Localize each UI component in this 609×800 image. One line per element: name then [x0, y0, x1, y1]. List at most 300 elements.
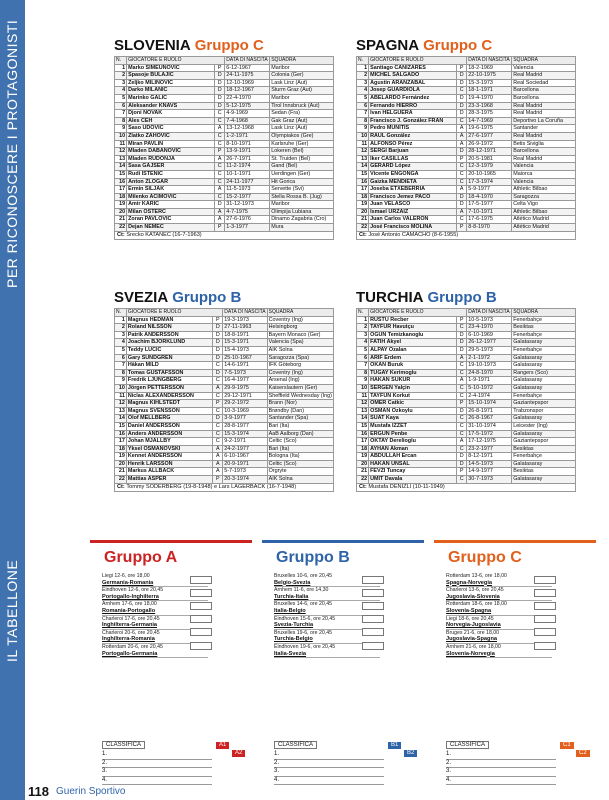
cell: 27-6-1976 — [225, 216, 270, 224]
match-teams: Slovenia-Norvegia — [446, 651, 552, 659]
cell: Galatasaray — [512, 460, 576, 468]
cell: Betis Siviglia — [512, 140, 576, 148]
cell: Sturm Graz (Aut) — [270, 87, 334, 95]
match-date: Eindhoven 12-6, ore 20,45 — [102, 587, 164, 594]
team-title — [356, 290, 576, 306]
cell: 19 — [115, 453, 127, 461]
cell: Mladen RUDONJA — [127, 155, 215, 163]
cell: P — [213, 400, 223, 408]
match-teams: Svezia-Turchia — [274, 622, 380, 630]
cell: 12 — [115, 148, 127, 156]
cell: 10 — [357, 384, 369, 392]
cell: 5 — [357, 94, 369, 102]
cell: C — [457, 415, 467, 423]
cell: 10-1-1971 — [225, 170, 270, 178]
cell: D — [457, 110, 467, 118]
cell: 13 — [115, 155, 127, 163]
cell: ARIF Erdem — [369, 354, 457, 362]
cell: 4-7-1975 — [225, 208, 270, 216]
cell: 8 — [357, 117, 369, 125]
cell: 12-10-1969 — [225, 79, 270, 87]
cell: C — [457, 392, 467, 400]
table-row — [115, 64, 334, 72]
cell: A — [213, 445, 223, 453]
cell: 8 — [115, 369, 127, 377]
table-row — [115, 422, 334, 430]
table-row — [357, 339, 576, 347]
table-row — [115, 224, 334, 232]
match-teams: Portogallo-Inghilterra — [102, 594, 208, 602]
table-row — [115, 94, 334, 102]
table-row — [115, 186, 334, 194]
fixture-group — [262, 540, 424, 788]
cell: D — [457, 148, 467, 156]
cell: 1 — [357, 316, 369, 324]
table-row — [357, 346, 576, 354]
cell: Maribor — [270, 201, 334, 209]
cell: 22 — [115, 224, 127, 232]
cell: Galatasaray — [512, 415, 576, 423]
cell: 4 — [115, 339, 127, 347]
table-row — [357, 102, 576, 110]
cell: Celta Vigo — [512, 201, 576, 209]
roster-header — [357, 57, 576, 65]
roster-header — [357, 309, 576, 317]
cell: 2-4-1974 — [467, 392, 512, 400]
cell: Galatasaray — [512, 476, 576, 484]
cell: Mura — [270, 224, 334, 232]
cell: 19-6-1975 — [467, 125, 512, 133]
cell: Sedan (Fra) — [270, 110, 334, 118]
cell: Orgryte — [267, 468, 333, 476]
cell: ALFONSO Pérez — [369, 140, 457, 148]
match-teams: Italia-Svezia — [274, 651, 380, 659]
standings-row: 2. — [102, 760, 212, 769]
cell: C — [457, 445, 467, 453]
table-row — [115, 102, 334, 110]
score-box — [362, 642, 384, 650]
cell: Real Madrid — [512, 155, 576, 163]
cell: Athletic Bilbao — [512, 186, 576, 194]
cell: D — [215, 87, 225, 95]
table-row — [115, 346, 334, 354]
cell: 11-5-1973 — [225, 186, 270, 194]
h-dob: DATA DI NASCITA — [467, 57, 512, 65]
h-player: GIOCATORE E RUOLO — [127, 57, 225, 65]
cell: Galatasaray — [512, 430, 576, 438]
h-num: N. — [357, 309, 369, 317]
match-teams: Turchia-Belgio — [274, 636, 380, 644]
cell: C — [457, 163, 467, 171]
cell: C — [457, 216, 467, 224]
cell: 16 — [115, 430, 127, 438]
score-box — [190, 589, 212, 597]
h-dob: DATA DI NASCITA — [467, 309, 512, 317]
cell: 17-5-1977 — [467, 201, 512, 209]
cell: AIK Solna — [267, 476, 333, 484]
cell: ÜMIT Davala — [369, 476, 457, 484]
table-row — [115, 362, 334, 370]
cell: Arsenal (Ing) — [267, 377, 333, 385]
team-spagna — [356, 38, 576, 240]
cell: 7 — [115, 362, 127, 370]
coach-line — [114, 484, 334, 492]
cell: 10-5-1973 — [467, 316, 512, 324]
cell: Lask Linz (Aut) — [270, 125, 334, 133]
cell: ALPAY Ozalan — [369, 346, 457, 354]
standings-row: 1. — [446, 751, 556, 760]
cell: A — [457, 438, 467, 446]
table-row — [357, 140, 576, 148]
cell: 24-11-1977 — [225, 178, 270, 186]
table-row — [357, 460, 576, 468]
cell: D — [457, 193, 467, 201]
table-row — [115, 72, 334, 80]
cell: Real Sociedad — [512, 79, 576, 87]
cell: Bari (Ita) — [267, 445, 333, 453]
standings-row: 4. — [274, 777, 384, 786]
cell: 17 — [357, 186, 369, 194]
group-label: Gruppo C — [423, 37, 493, 54]
table-row — [115, 117, 334, 125]
cell: GERARD López — [369, 163, 457, 171]
table-row — [115, 132, 334, 140]
cell: 1-9-1971 — [467, 377, 512, 385]
cell: OGÜN Temizkanoglu — [369, 331, 457, 339]
cell: Fernando HIERRO — [369, 102, 457, 110]
table-row — [115, 208, 334, 216]
match-teams: Turchia-Italia — [274, 594, 380, 602]
match-teams: Jugoslavia-Slovenia — [446, 594, 552, 602]
cell: Real Madrid — [512, 110, 576, 118]
cell: A — [457, 186, 467, 194]
cell: 18 — [357, 193, 369, 201]
match-date: Bruges 21-6, ore 18,00 — [446, 629, 500, 636]
cell: C — [213, 407, 223, 415]
cell: Gaziantepspor — [512, 438, 576, 446]
roster-header — [115, 57, 334, 65]
cell: 17-3-1974 — [467, 178, 512, 186]
cell: 8-10-1971 — [225, 140, 270, 148]
score-box — [534, 576, 556, 584]
cell: Bari (Ita) — [267, 422, 333, 430]
cell: St. Truiden (Bel) — [270, 155, 334, 163]
cell: Anton ZLOGAR — [127, 178, 215, 186]
team-name: TURCHIA — [356, 289, 424, 306]
cell: 31-12-1973 — [225, 201, 270, 209]
score-box — [362, 602, 384, 610]
team-title — [356, 38, 576, 54]
table-row — [357, 369, 576, 377]
match-teams: Italia-Belgio — [274, 608, 380, 616]
cell: OSMAN Ozkoylu — [369, 407, 457, 415]
cell: 12 — [357, 148, 369, 156]
cell: P — [213, 476, 223, 484]
h-num: N. — [357, 57, 369, 65]
cell: Magnus SVENSSON — [126, 407, 212, 415]
coach-label: Ct: — [359, 483, 369, 490]
cell: D — [215, 72, 225, 80]
cell: Besiktas — [512, 324, 576, 332]
cell: Francisco J. González FRAN — [369, 117, 457, 125]
cell: 22-4-1970 — [225, 94, 270, 102]
cell: C — [213, 392, 223, 400]
sidebar — [0, 0, 25, 800]
table-row — [357, 216, 576, 224]
cell: Valencia — [512, 178, 576, 186]
score-box — [534, 602, 556, 610]
standings-label: CLASSIFICA — [446, 741, 489, 749]
roster-table — [114, 308, 334, 484]
h-club: SQUADRA — [512, 309, 576, 317]
table-row — [357, 201, 576, 209]
cell: 19 — [115, 201, 127, 209]
cell: 1 — [115, 316, 127, 324]
table-row — [115, 430, 334, 438]
team-name: SPAGNA — [356, 37, 420, 54]
cell: Agustin ARANZABAL — [369, 79, 457, 87]
cell: 15-3-1973 — [467, 79, 512, 87]
cell: 24-11-1975 — [225, 72, 270, 80]
cell: Markus ALLBÄCK — [126, 468, 212, 476]
cell: Santander — [512, 125, 576, 133]
cell: Djoni NOVAK — [127, 110, 215, 118]
cell: C — [215, 163, 225, 171]
cell: Karlsruhe (Ger) — [270, 140, 334, 148]
cell: C — [213, 430, 223, 438]
footer — [0, 782, 609, 800]
cell: 30-7-1973 — [467, 476, 512, 484]
cell: 19 — [357, 453, 369, 461]
cell: Galatasaray — [512, 362, 576, 370]
cell: 13-12-1968 — [225, 125, 270, 133]
cell: Saragozza (Spa) — [267, 354, 333, 362]
cell: 10 — [115, 132, 127, 140]
cell: 23-4-1970 — [467, 324, 512, 332]
cell: 7 — [357, 110, 369, 118]
page-number: 118 — [28, 784, 49, 799]
cell: 11 — [115, 392, 127, 400]
cell: HAKAN SÜKÜR — [369, 377, 457, 385]
cell: 5 — [115, 94, 127, 102]
match-date: Eindhoven 19-6, ore 20,45 — [274, 643, 336, 650]
cell: Helsingborg — [267, 324, 333, 332]
cell: 20 — [357, 208, 369, 216]
h-num: N. — [115, 57, 127, 65]
cell: Valencia — [512, 64, 576, 72]
cell: 25-10-1967 — [223, 354, 267, 362]
cell: Juan Carlos VALERON — [369, 216, 457, 224]
table-row — [115, 392, 334, 400]
cell: P — [457, 155, 467, 163]
cell: C — [457, 422, 467, 430]
cell: C — [215, 193, 225, 201]
roster-table — [356, 56, 576, 232]
cell: 6-10-1967 — [223, 453, 267, 461]
cell: Celtic (Sco) — [267, 460, 333, 468]
table-row — [357, 193, 576, 201]
cell: Galatasaray — [512, 384, 576, 392]
cell: 26-8-1971 — [467, 407, 512, 415]
table-row — [115, 148, 334, 156]
cell: A — [215, 216, 225, 224]
cell: D — [457, 453, 467, 461]
roster-table — [114, 56, 334, 232]
cell: Santander (Spa) — [267, 415, 333, 423]
cell: 22 — [357, 224, 369, 232]
cell: 14 — [115, 415, 127, 423]
cell: Atlético Madrid — [512, 224, 576, 232]
cell: Brøndby (Dan) — [267, 407, 333, 415]
sidebar-title-top: PER RICONOSCERE I PROTAGONISTI — [4, 20, 20, 289]
cell: Sasa GAJSER — [127, 163, 215, 171]
cell: 12 — [357, 400, 369, 408]
table-row — [115, 400, 334, 408]
qualifier-badge: B1 — [388, 742, 401, 749]
table-row — [115, 384, 334, 392]
cell: Amir KARIC — [127, 201, 215, 209]
roster-header — [115, 309, 334, 317]
cell: Coventry (Ing) — [267, 316, 333, 324]
match-teams: Inghilterra-Germania — [102, 622, 208, 630]
cell: TAYFUR Havutçu — [369, 324, 457, 332]
cell: D — [213, 339, 223, 347]
team-slovenia — [114, 38, 334, 240]
cell: Fredrik LJUNGBERG — [126, 377, 212, 385]
table-row — [357, 94, 576, 102]
match-teams: Romania-Portogallo — [102, 608, 208, 616]
table-row — [115, 201, 334, 209]
cell: 29-12-1971 — [223, 392, 267, 400]
cell: 6-12-1967 — [225, 64, 270, 72]
cell: 3-9-1977 — [223, 415, 267, 423]
cell: A — [457, 208, 467, 216]
cell: Henrik LARSSON — [126, 460, 212, 468]
cell: SERGI Barjuan — [369, 148, 457, 156]
match-date: Liegi 18-6, ore 20,45 — [446, 615, 494, 622]
cell: 15 — [357, 170, 369, 178]
score-box — [362, 589, 384, 597]
cell: OKTAY Derelioglu — [369, 438, 457, 446]
cell: 14-5-1973 — [467, 460, 512, 468]
table-row — [357, 64, 576, 72]
cell: 7-5-1973 — [223, 369, 267, 377]
cell: Valencia — [512, 163, 576, 171]
cell: 13 — [357, 407, 369, 415]
cell: C — [457, 170, 467, 178]
cell: Galatasaray — [512, 377, 576, 385]
match-date: Bruxelles 14-6, ore 20,45 — [274, 601, 332, 608]
h-club: SQUADRA — [512, 57, 576, 65]
cell: C — [215, 117, 225, 125]
standings-row: 3. — [274, 768, 384, 777]
cell: 17 — [115, 186, 127, 194]
standings-row: 4. — [446, 777, 556, 786]
match-date: Liegi 12-6, ore 18,00 — [102, 573, 150, 579]
h-dob: DATA DI NASCITA — [224, 309, 266, 315]
cell: A — [457, 125, 467, 133]
score-box — [190, 576, 212, 584]
cell: Fenerbahçe — [512, 331, 576, 339]
cell: C — [213, 377, 223, 385]
cell: Athletic Bilbao — [512, 208, 576, 216]
table-row — [357, 79, 576, 87]
cell: Stella Rossa B. (Jug) — [270, 193, 334, 201]
cell: AIK Solna — [267, 346, 333, 354]
cell: 15-10-1974 — [467, 400, 512, 408]
score-box — [534, 628, 556, 636]
standings — [446, 733, 594, 785]
cell: Maiorca — [512, 170, 576, 178]
standings-row: 3. — [446, 768, 556, 777]
cell: Hit Gorica — [270, 178, 334, 186]
fixture-group-title: Gruppo B — [276, 549, 350, 566]
cell: C — [213, 438, 223, 446]
cell: 6-10-1969 — [467, 331, 512, 339]
cell: 27-6-1977 — [467, 132, 512, 140]
cell: 18 — [115, 445, 127, 453]
cell: 15 — [115, 422, 127, 430]
cell: Kaiserslautern (Ger) — [267, 384, 333, 392]
cell: D — [213, 346, 223, 354]
match-date: Arnhem 17-6, ore 18,00 — [102, 601, 157, 608]
cell: Ivan HELGUERA — [369, 110, 457, 118]
cell: P — [213, 316, 223, 324]
cell: FEVZI Tuncay — [369, 468, 457, 476]
cell: C — [457, 324, 467, 332]
cell: C — [215, 170, 225, 178]
cell: C — [457, 178, 467, 186]
cell: Rudi ISTENIC — [127, 170, 215, 178]
cell: 17-5-1972 — [467, 430, 512, 438]
cell: A — [215, 186, 225, 194]
cell: Lask Linz (Aut) — [270, 79, 334, 87]
table-row — [357, 170, 576, 178]
cell: C — [457, 87, 467, 95]
cell: 21 — [357, 216, 369, 224]
group-label: Gruppo B — [172, 289, 242, 306]
cell: A — [213, 384, 223, 392]
table-row — [357, 400, 576, 408]
cell: P — [457, 64, 467, 72]
standings-row: 1. — [102, 751, 212, 760]
table-row — [357, 72, 576, 80]
cell: Olof MELLBERG — [126, 415, 212, 423]
cell: 9 — [357, 125, 369, 133]
cell: 14 — [357, 163, 369, 171]
cell: Barcellona — [512, 148, 576, 156]
cell: D — [457, 201, 467, 209]
cell: 5 — [115, 346, 127, 354]
cell: 4 — [115, 87, 127, 95]
cell: 4 — [357, 339, 369, 347]
cell: Spasoje BULAJIC — [127, 72, 215, 80]
score-box — [362, 615, 384, 623]
cell: Besiktas — [512, 445, 576, 453]
match-date: Bruxelles 19-6, ore 20,45 — [274, 629, 332, 636]
cell: 10 — [115, 384, 127, 392]
cell: 6 — [115, 354, 127, 362]
cell: A — [215, 125, 225, 133]
cell: Johan MJÄLLBY — [126, 438, 212, 446]
cell: P — [457, 316, 467, 324]
cell: Niclas ALEXANDERSSON — [126, 392, 212, 400]
cell: 10 — [357, 132, 369, 140]
cell: IFK Göteborg — [267, 362, 333, 370]
standings — [102, 733, 250, 785]
table-row — [357, 132, 576, 140]
cell: D — [213, 354, 223, 362]
